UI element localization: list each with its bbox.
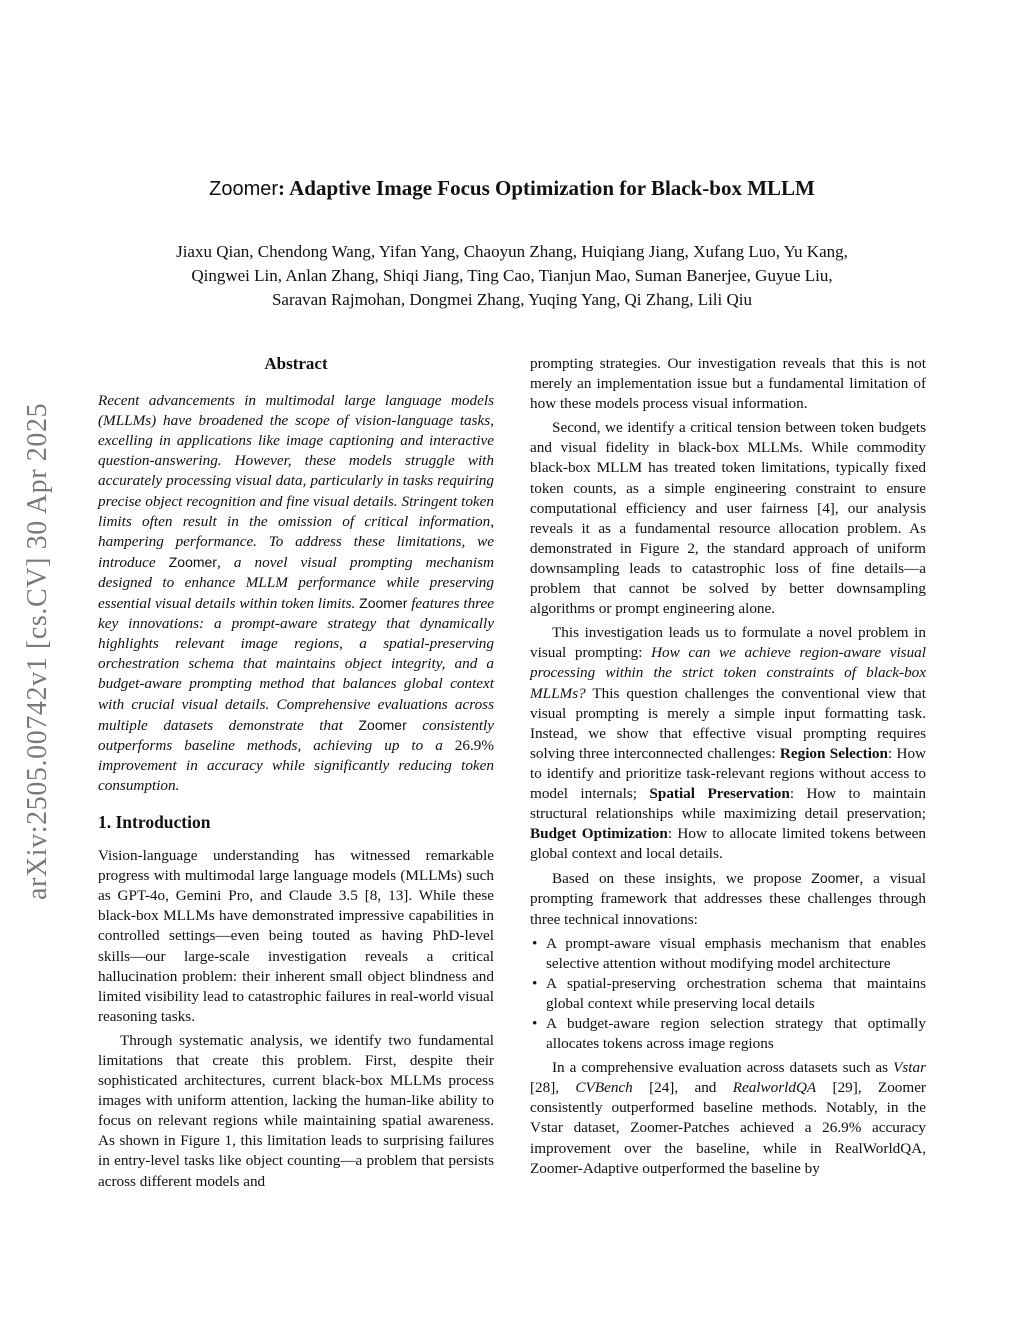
- author-line: Jiaxu Qian, Chendong Wang, Yifan Yang, Chaoyun Zhang, Huiqiang Jiang, Xufang Luo, Yu Kang,: [176, 242, 848, 261]
- paragraph-text: , a visual prompting framework that addresses these challenges through three technical innovations:: [530, 870, 926, 928]
- paragraph-text: [24], and: [632, 1079, 733, 1097]
- intro-paragraph-continued: prompting strategies. Our investigation reveals that this is not merely an implementation issue but a fundamental limitation of how these models process visual information.: [530, 355, 926, 413]
- challenge-text: : How to allocate limited tokens between global context and local details.: [530, 825, 926, 863]
- challenge-name: Region Selection: [779, 744, 888, 762]
- list-item: • A budget-aware region selection strategy that optimally allocates tokens across image regions: [546, 1014, 926, 1054]
- intro-paragraph: Through systematic analysis, we identify two fundamental limitations that create this problem. First, despite their sophisticated architectures, current black-box MLLMs process images with uniform attention, lacking the human-like ability to focus on relevant regions while maintaining spatial awareness. As shown in Figure 1, this limitation leads to surprising failures in entry-level tasks like object counting—a problem that persists across different models and: [98, 1031, 494, 1190]
- paragraph-text: This question challenges the conventional view that visual prompting is merely a simple input formatting task. Instead, we show that effective visual prompting requires solving three interconnected challenges:: [530, 684, 926, 762]
- paragraph-text: Based on these insights, we propose: [552, 870, 812, 888]
- challenge-name: Budget Optimization: [530, 825, 668, 843]
- section-heading-introduction: 1. Introduction: [98, 811, 211, 832]
- title-system-name: Zoomer: [209, 178, 279, 200]
- intro-paragraph: [530, 868, 926, 929]
- list-item: • A spatial-preserving orchestration schema that maintains global context while preserving local details: [546, 974, 926, 1014]
- author-line: Qingwei Lin, Anlan Zhang, Shiqi Jiang, Ting Cao, Tianjun Mao, Suman Banerjee, Guyue Liu,: [191, 266, 833, 285]
- innovation-list: [530, 934, 926, 1055]
- paragraph-text: [29], Zoomer consistently outperformed baseline methods. Notably, in the Vstar dataset, Zoomer-Patches achieved a 26.9% accuracy improvement over the baseline, while in RealWorldQA, Zoomer-Adaptive outperformed the baseline by: [530, 1079, 926, 1177]
- abstract-text: , a novel visual prompting mechanism designed to enhance MLLM performance while preserving essential visual details within token limits.: [98, 553, 494, 613]
- paragraph-text: In a comprehensive evaluation across datasets such as: [552, 1059, 894, 1077]
- paragraph-text: [28],: [530, 1079, 576, 1097]
- abstract-percentage: 26.9%: [454, 736, 494, 754]
- abstract-body: [98, 391, 494, 796]
- abstract-text: consistently outperforms baseline methods, achieving up to a: [98, 716, 494, 754]
- title-text: : Adaptive Image Focus Optimization for Black-box MLLM: [278, 176, 815, 200]
- intro-paragraph: Vision-language understanding has witnessed remarkable progress with multimodal large language models (MLLMs) such as GPT-4o, Gemini Pro, and Claude 3.5 [8, 13]. While these black-box MLLMs have demonstrated impressive capabilities in controlled settings—even being touted as having PhD-level skills—our large-scale investigation reveals a critical hallucination problem: their inherent small object blindness and limited visibility lead to catastrophic failures in real-world visual reasoning tasks.: [98, 847, 494, 1025]
- research-question: How can we achieve region-aware visual processing within the strict token constraints of black-box MLLMs?: [530, 644, 926, 702]
- right-column: [530, 354, 926, 1179]
- list-item: • A prompt-aware visual emphasis mechanism that enables selective attention without modifying model architecture: [546, 934, 926, 974]
- abstract-system-name: Zoomer: [359, 595, 408, 612]
- system-name: Zoomer: [811, 870, 860, 887]
- abstract-system-name: Zoomer: [168, 553, 217, 570]
- dataset-name: RealworldQA: [732, 1079, 817, 1097]
- abstract-text: improvement in accuracy while significantly reducing token consumption.: [98, 756, 494, 794]
- author-list: [80, 240, 944, 312]
- abstract-system-name: Zoomer: [358, 716, 407, 733]
- left-column: [98, 354, 494, 1192]
- challenge-text: : How to maintain structural relationships while maximizing detail preservation;: [530, 784, 926, 823]
- abstract-text: features three key innovations: a prompt-aware strategy that dynamically highlights relevant image regions, a spatial-preserving orchestration schema that maintains object integrity, and a budget-aware prompting method that balances global context with crucial visual details. Comprehensive evaluations across multiple datasets demonstrate that: [98, 595, 494, 734]
- paper-title: [0, 176, 1024, 201]
- abstract-heading: Abstract: [264, 354, 328, 373]
- arxiv-identifier: arXiv:2505.00742v1 [cs.CV] 30 Apr 2025: [22, 402, 53, 900]
- intro-paragraph: [530, 1058, 926, 1179]
- dataset-name: CVBench: [575, 1079, 633, 1097]
- intro-paragraph: Second, we identify a critical tension between token budgets and visual fidelity in black-box MLLMs. While commodity black-box MLLM has treated token limitations, typically fixed token counts, as a simple engineering constraint to ensure computational efficiency and user fairness [4], our analysis reveals it as a fundamental resource allocation problem. As demonstrated in Figure 2, the standard approach of uniform downsampling leads to catastrophic loss of fine details—a problem that cannot be solved by better downsampling algorithms or prompt engineering alone.: [530, 419, 926, 618]
- abstract-text: Recent advancements in multimodal large language models (MLLMs) have broadened the scope of vision-language tasks, excelling in applications like image captioning and interactive question-answering. However, these models struggle with accurately processing visual data, particularly in tasks requiring precise object recognition and fine visual details. Stringent token limits often result in the omission of critical information, hampering performance. To address these limitations, we introduce: [98, 392, 494, 571]
- challenge-text: : How to identify and prioritize task-relevant regions without access to model internals;: [530, 744, 926, 802]
- paragraph-text: This investigation leads us to formulate a novel problem in visual prompting:: [530, 624, 926, 662]
- intro-paragraph: [530, 623, 926, 864]
- dataset-name: Vstar: [893, 1059, 926, 1077]
- challenge-name: Spatial Preservation: [649, 784, 790, 802]
- author-line: Saravan Rajmohan, Dongmei Zhang, Yuqing Yang, Qi Zhang, Lili Qiu: [271, 290, 753, 309]
